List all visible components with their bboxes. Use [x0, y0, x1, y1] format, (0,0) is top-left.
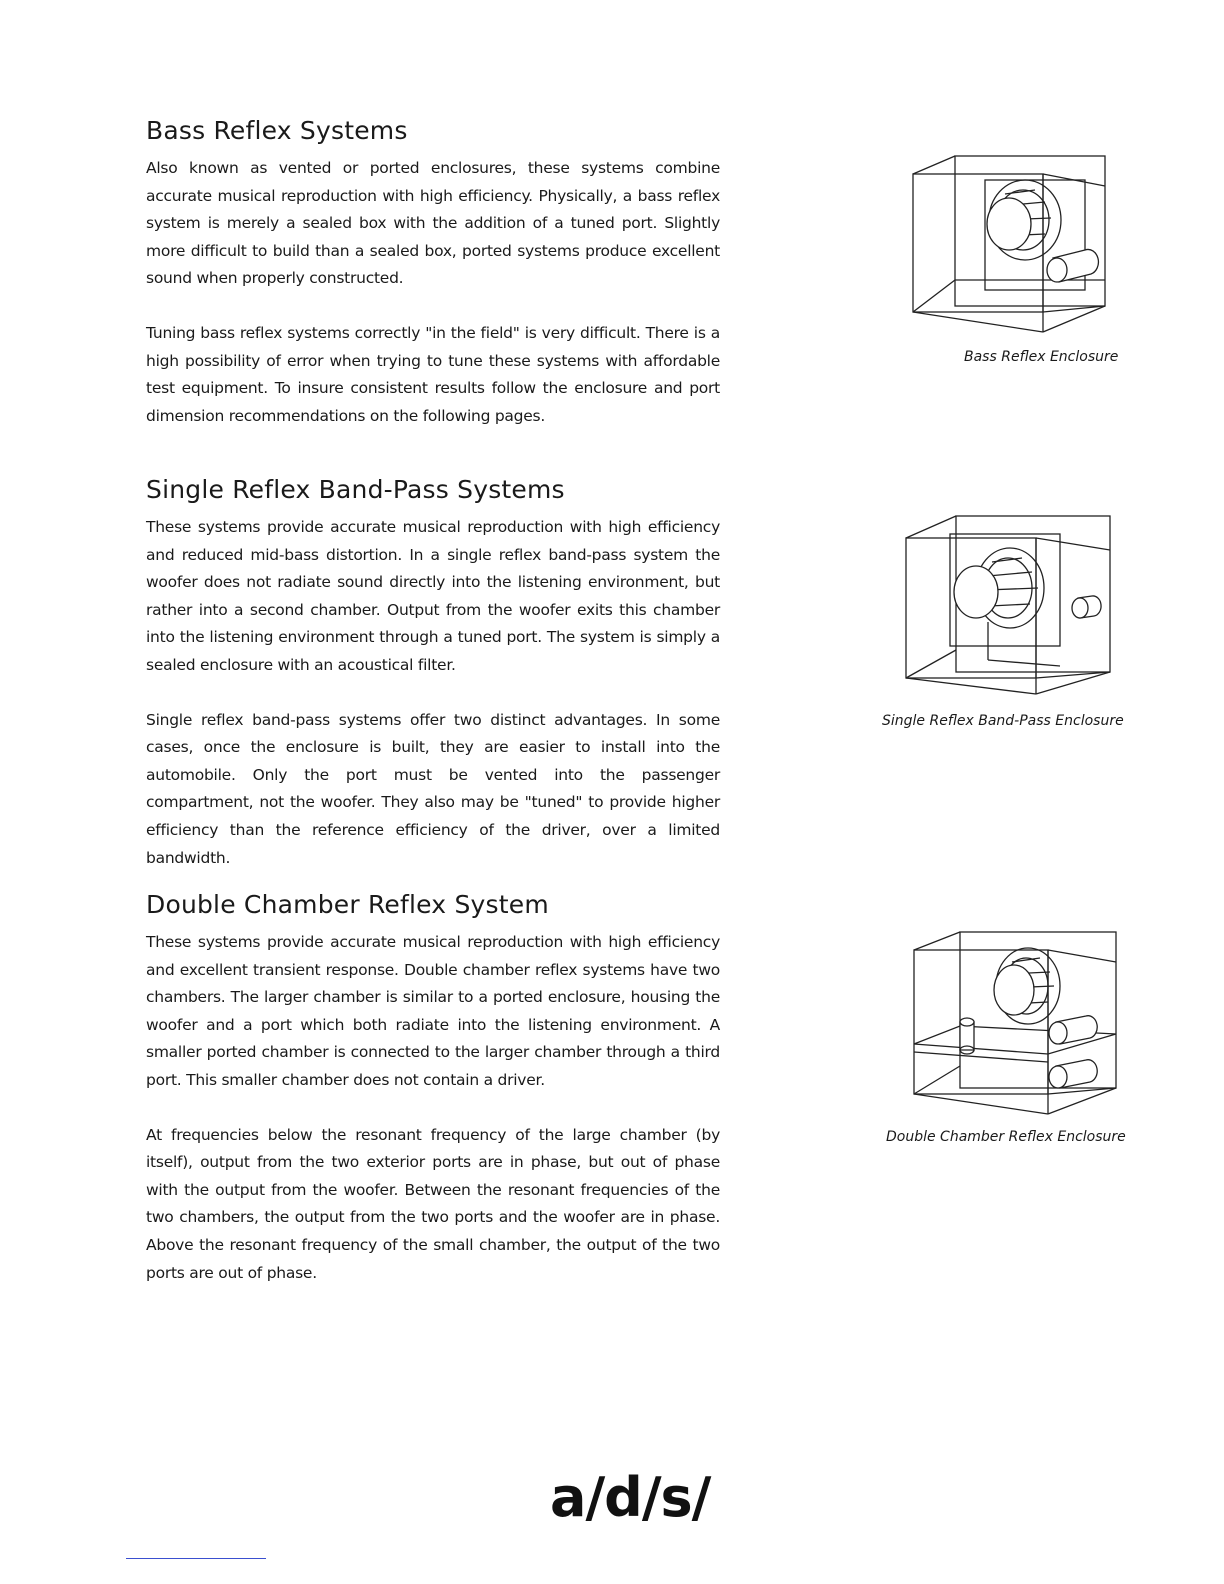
- paragraph: Single reflex band-pass systems offer two distinct advantages. In some cases, once the enclosure is built, they are easier to install into the automobile. Only the port must be vented into the passenger compartment, not the woofer. They also may be "tuned" to provide higher efficiency than the reference efficiency of the driver, over a limited bandwidth.: [146, 710, 720, 867]
- figure-caption: Single Reflex Band-Pass Enclosure: [882, 713, 1124, 729]
- double-chamber-reflex-enclosure-illustration: [906, 926, 1121, 1126]
- figure-caption: Double Chamber Reflex Enclosure: [886, 1129, 1126, 1145]
- ads-logo: a/d/s/: [550, 1466, 711, 1529]
- paragraph: Tuning bass reflex systems correctly "in the field" is very difficult. There is a high possibility of error when trying to tune these systems with affordable test equipment. To insure consistent results follow the enclosure and port dimension recommendations on the following pages.: [146, 323, 720, 425]
- single-reflex-band-pass-enclosure-illustration: [900, 510, 1115, 700]
- paragraph: These systems provide accurate musical reproduction with high efficiency and reduced mid-bass distortion. In a single reflex band-pass system the woofer does not radiate sound directly into the listening environment, but rather into a second chamber. Output from the woofer exits this chamber into the listening environment through a tuned port. The system is simply a sealed enclosure with an acoustical filter.: [146, 518, 720, 674]
- section-bass-reflex: [146, 116, 720, 430]
- section-title: Single Reflex Band-Pass Systems: [146, 475, 565, 504]
- section-title: Double Chamber Reflex System: [146, 890, 549, 919]
- bass-reflex-enclosure-illustration: [905, 150, 1115, 340]
- paragraph: At frequencies below the resonant frequency of the large chamber (by itself), output from the two exterior ports are in phase, but out of phase with the output from the woofer. Between the resonant frequencies of the two chambers, the output from the two ports and the woofer are in phase. Above the resonant frequency of the small chamber, the output of the two ports are out of phase.: [146, 1125, 720, 1282]
- paragraph: Also known as vented or ported enclosures, these systems combine accurate musical reproduction with high efficiency. Physically, a bass reflex system is merely a sealed box with the addition of a tuned port. Slightly more difficult to build than a sealed box, ported systems produce excellent sound when properly constructed.: [146, 159, 720, 288]
- section-double-chamber-reflex: [146, 890, 720, 1287]
- paragraph: These systems provide accurate musical reproduction with high efficiency and excellent transient response. Double chamber reflex systems have two chambers. The larger chamber is similar to a ported enclosure, housing the woofer and a port which both radiate into the listening environment. A smaller ported chamber is connected to the larger chamber through a third port. This smaller chamber does not contain a driver.: [146, 933, 720, 1089]
- section-single-reflex-band-pass: [146, 475, 720, 872]
- section-title: Bass Reflex Systems: [146, 116, 408, 145]
- footer-rule: [126, 1558, 266, 1559]
- figure-caption: Bass Reflex Enclosure: [964, 349, 1119, 365]
